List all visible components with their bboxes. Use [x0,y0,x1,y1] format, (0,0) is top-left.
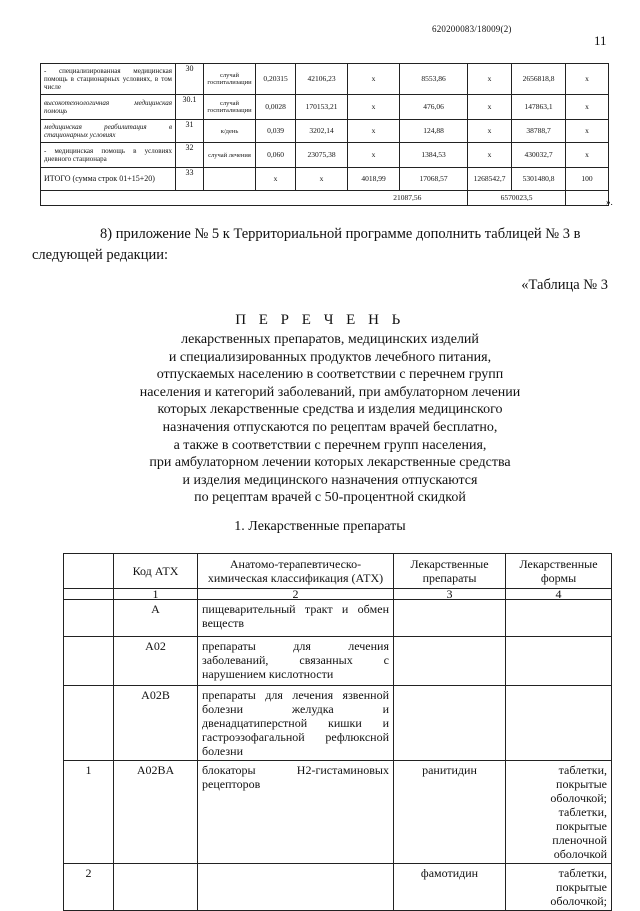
subtitle-line: отпускаемых населению в соответствии с перечнем групп [156,367,504,383]
value-cell: x [348,120,400,143]
row-index [64,600,114,637]
table-header-row [64,554,612,589]
value-cell: 4018,99 [348,168,400,191]
value-cell: x [296,168,348,191]
subtitle-line: лекарственных препаратов, медицинских изделий [181,332,479,347]
column-number: 1 [114,589,198,600]
row-index: 1 [64,761,114,864]
header-drugs: Лекарственные препараты [394,554,506,589]
dosage-form [506,600,612,637]
subtitle-line: по рецептам врачей с 50-процентной скидкой [194,490,466,506]
value-cell: x [566,64,609,95]
atc-code: A [114,600,198,637]
cost-cell: 23075,38 [296,143,348,168]
closing-quote-mark: ». [606,197,613,207]
value-cell: x [348,64,400,95]
subtitle-line: населения и категорий заболеваний, при амбулаторном лечении [139,384,521,400]
value-cell: x [468,120,512,143]
subtitle-line: и специализированных продуктов лечебного питания, [168,349,492,365]
atc-code [114,864,198,911]
value-cell: x [566,143,609,168]
atc-code: A02 [114,637,198,686]
sum-row [41,191,609,206]
unit-cell: случай госпитализации [204,95,256,120]
page-number: 11 [594,33,607,48]
page-title: П Е Р Е Ч Е Н Ь [235,312,405,328]
row-number: 30.1 [176,95,204,120]
value-cell: 2656818,8 [512,64,566,95]
value-cell: 124,88 [400,120,468,143]
table-row [41,120,609,143]
document-registration-number: 620200083/18009(2) [432,24,512,34]
value-cell: 476,06 [400,95,468,120]
row-index [64,686,114,761]
value-cell: 100 [566,168,609,191]
value-cell: x [348,95,400,120]
amendment-continuation: следующей редакции: [32,247,169,263]
atc-code: A02B [114,686,198,761]
volume-cell: 0,0028 [256,95,296,120]
column-number: 3 [394,589,506,600]
value-cell: 5301480,8 [512,168,566,191]
dosage-form [506,686,612,761]
drug-name: ранитидин [394,761,506,864]
value-cell: x [256,168,296,191]
subtitle-line: которых лекарственные средства и изделия медицинского [157,402,503,418]
volume-cell: 0,20315 [256,64,296,95]
subtitle-line: а также в соответствии с перечнем групп населения, [173,437,487,453]
value-cell: 430032,7 [512,143,566,168]
continued-financing-table [40,63,609,206]
header-forms: Лекарственные формы [506,554,612,589]
table-caption: «Таблица № 3 [521,277,608,293]
table-row [64,637,612,686]
unit-cell: случай госпитализации [204,64,256,95]
value-cell: x [566,120,609,143]
volume-cell: 0,060 [256,143,296,168]
column-number-row [64,589,612,600]
atc-classification: препараты для лечения язвенной болезни желудка и двенадцатиперстной кишки и гастроэзофагальной рефлюксной болезни [198,686,394,761]
drug-list-table [63,553,612,911]
value-cell: 38788,7 [512,120,566,143]
atc-classification [198,864,394,911]
drug-name: фамотидин [394,864,506,911]
total-label: ИТОГО (сумма строк 01+15+20) [41,168,176,191]
atc-classification: пищеварительный тракт и обмен веществ [198,600,394,637]
value-cell: x [566,95,609,120]
dosage-form [506,637,612,686]
table-row [41,64,609,95]
row-number: 30 [176,64,204,95]
value-cell: 8553,86 [400,64,468,95]
table-row [41,95,609,120]
row-index: 2 [64,864,114,911]
drug-name [394,600,506,637]
drug-name [394,637,506,686]
unit-cell [204,168,256,191]
amendment-text: 8) приложение № 5 к Территориальной программе дополнить таблицей № 3 в [100,226,581,242]
sum-total-2: 6570023,5 [468,191,566,206]
row-number: 32 [176,143,204,168]
column-number: 2 [198,589,394,600]
title-description [60,331,600,507]
cost-cell: 42106,23 [296,64,348,95]
table-row [64,761,612,864]
value-cell: x [468,95,512,120]
row-number: 33 [176,168,204,191]
column-number-blank [64,589,114,600]
header-code: Код АТХ [114,554,198,589]
header-blank-cell [64,554,114,589]
volume-cell: 0,039 [256,120,296,143]
value-cell: x [468,143,512,168]
value-cell: x [348,143,400,168]
row-label: высокотехнологичная медицинская помощь [41,95,176,120]
cost-cell: 3202,14 [296,120,348,143]
cost-cell: 170153,21 [296,95,348,120]
table-row [64,864,612,911]
value-cell: 1268542,7 [468,168,512,191]
section-heading: 1. Лекарственные препараты [234,519,406,534]
column-number: 4 [506,589,612,600]
row-label: медицинская реабилитация в стационарных условиях [41,120,176,143]
total-row [41,168,609,191]
unit-cell: к/день [204,120,256,143]
table-row [64,686,612,761]
subtitle-line: назначения отпускаются по рецептам врачей бесплатно, [162,419,498,435]
subtitle-line: и изделия медицинского назначения отпускаются [182,472,478,488]
unit-cell: случай лечения [204,143,256,168]
value-cell: x [468,64,512,95]
row-label: - специализированная медицинская помощь в стационарных условиях, в том числе [41,64,176,95]
row-number: 31 [176,120,204,143]
atc-classification: блокаторы H2-гистаминовых рецепторов [198,761,394,864]
row-index [64,637,114,686]
subtitle-line: при амбулаторном лечении которых лекарственные средства [149,455,511,471]
header-classification: Анатомо-терапевтическо-химическая классификация (АТХ) [198,554,394,589]
sum-row-spacer [41,191,348,206]
value-cell: 147863,1 [512,95,566,120]
sum-row-end [566,191,609,206]
value-cell: 17068,57 [400,168,468,191]
atc-classification: препараты для лечения заболеваний, связанных с нарушением кислотности [198,637,394,686]
amendment-paragraph [32,224,610,266]
sum-total-1: 21087,56 [348,191,468,206]
table-row [64,600,612,637]
atc-code: A02BA [114,761,198,864]
drug-name [394,686,506,761]
value-cell: 1384,53 [400,143,468,168]
table-row [41,143,609,168]
dosage-form: таблетки, покрытые оболочкой; [506,864,612,911]
row-label: - медицинская помощь в условиях дневного стационара [41,143,176,168]
dosage-form: таблетки, покрытые оболочкой; таблетки, покрытые пленочной оболочкой [506,761,612,864]
